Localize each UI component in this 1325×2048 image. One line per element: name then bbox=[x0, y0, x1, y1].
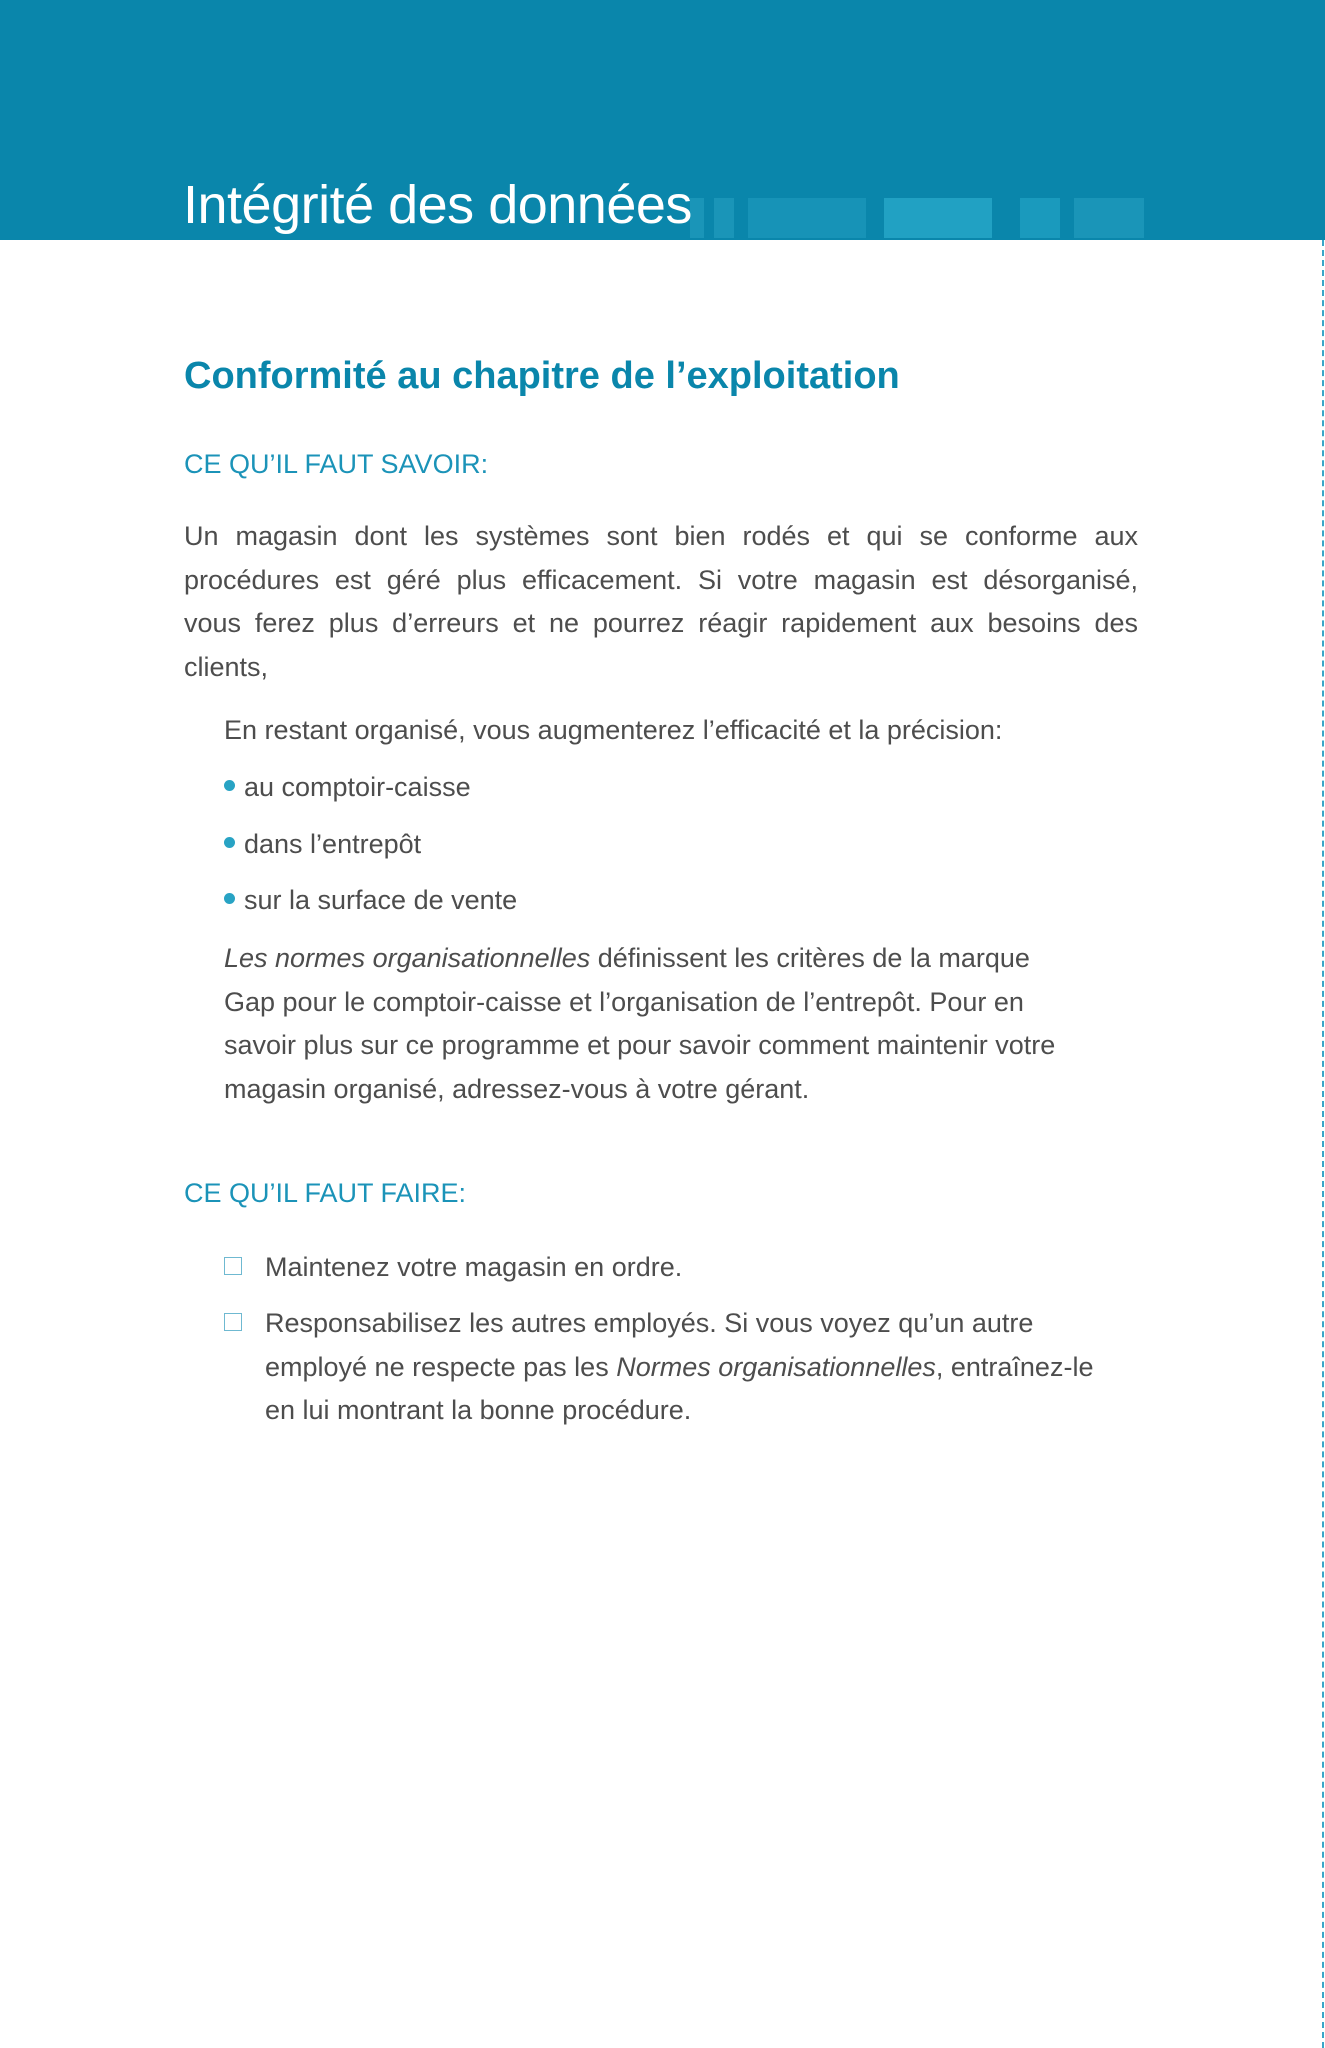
norms-line: magasin organisé, adressez-vous à votre gérant. bbox=[224, 1073, 810, 1104]
checklist-text: , entraînez-le bbox=[935, 1351, 1094, 1382]
page-header-title: Intégrité des données bbox=[183, 175, 692, 235]
intro-line: clients, bbox=[184, 651, 269, 682]
checkbox-icon[interactable] bbox=[224, 1313, 242, 1331]
header-decoration bbox=[748, 198, 866, 238]
norms-italic-term: Les normes organisationnelles bbox=[224, 943, 591, 973]
norms-line: définissent les critères de la marque bbox=[590, 943, 1030, 973]
intro-line: Un magasin dont les systèmes sont bien rodés et qui se conforme aux bbox=[184, 521, 1138, 551]
bullet-text: au comptoir-caisse bbox=[244, 772, 471, 802]
bullet-icon bbox=[224, 837, 235, 848]
checklist-item bbox=[224, 1302, 1124, 1434]
know-heading: CE QU’IL FAUT SAVOIR: bbox=[184, 449, 489, 479]
page-edge-divider bbox=[1322, 240, 1324, 2048]
bullet-icon bbox=[224, 893, 235, 904]
do-heading: CE QU’IL FAUT FAIRE: bbox=[184, 1178, 467, 1208]
header-decoration bbox=[1074, 198, 1144, 238]
norms-paragraph bbox=[224, 937, 1124, 1111]
intro-line: vous ferez plus d’erreurs et ne pourrez réagir rapidement aux besoins des bbox=[184, 608, 1138, 638]
checklist-item bbox=[224, 1246, 1124, 1290]
header-decoration bbox=[1020, 198, 1060, 238]
norms-line: Gap pour le comptoir-caisse et l’organisation de l’entrepôt. Pour en bbox=[224, 986, 1024, 1017]
checklist-text: employé ne respecte pas les bbox=[265, 1351, 617, 1382]
bullet-icon bbox=[224, 780, 235, 791]
header-decoration bbox=[884, 198, 992, 238]
bullet-text: sur la surface de vente bbox=[244, 885, 518, 915]
list-item bbox=[224, 885, 517, 916]
header-decoration bbox=[714, 198, 734, 238]
list-item bbox=[224, 772, 471, 803]
header-decoration bbox=[690, 198, 704, 238]
norms-line: savoir plus sur ce programme et pour savoir comment maintenir votre bbox=[224, 1030, 1056, 1060]
intro-paragraph bbox=[184, 515, 1138, 689]
list-item bbox=[224, 829, 421, 860]
section-title: Conformité au chapitre de l’exploitation bbox=[184, 355, 900, 397]
checkbox-icon[interactable] bbox=[224, 1257, 242, 1275]
checklist-text: Maintenez votre magasin en ordre. bbox=[265, 1252, 683, 1282]
checklist-italic-term: Normes organisationnelles bbox=[616, 1351, 936, 1382]
checklist-text: en lui montrant la bonne procédure. bbox=[265, 1395, 692, 1425]
checklist-text: Responsabilisez les autres employés. Si vous voyez qu’un autre bbox=[265, 1308, 1034, 1338]
bullet-text: dans l’entrepôt bbox=[244, 829, 422, 859]
intro-line: procédures est géré plus efficacement. Si votre magasin est désorganisé, bbox=[184, 564, 1138, 595]
lead-sentence: En restant organisé, vous augmenterez l’efficacité et la précision: bbox=[224, 715, 1003, 745]
